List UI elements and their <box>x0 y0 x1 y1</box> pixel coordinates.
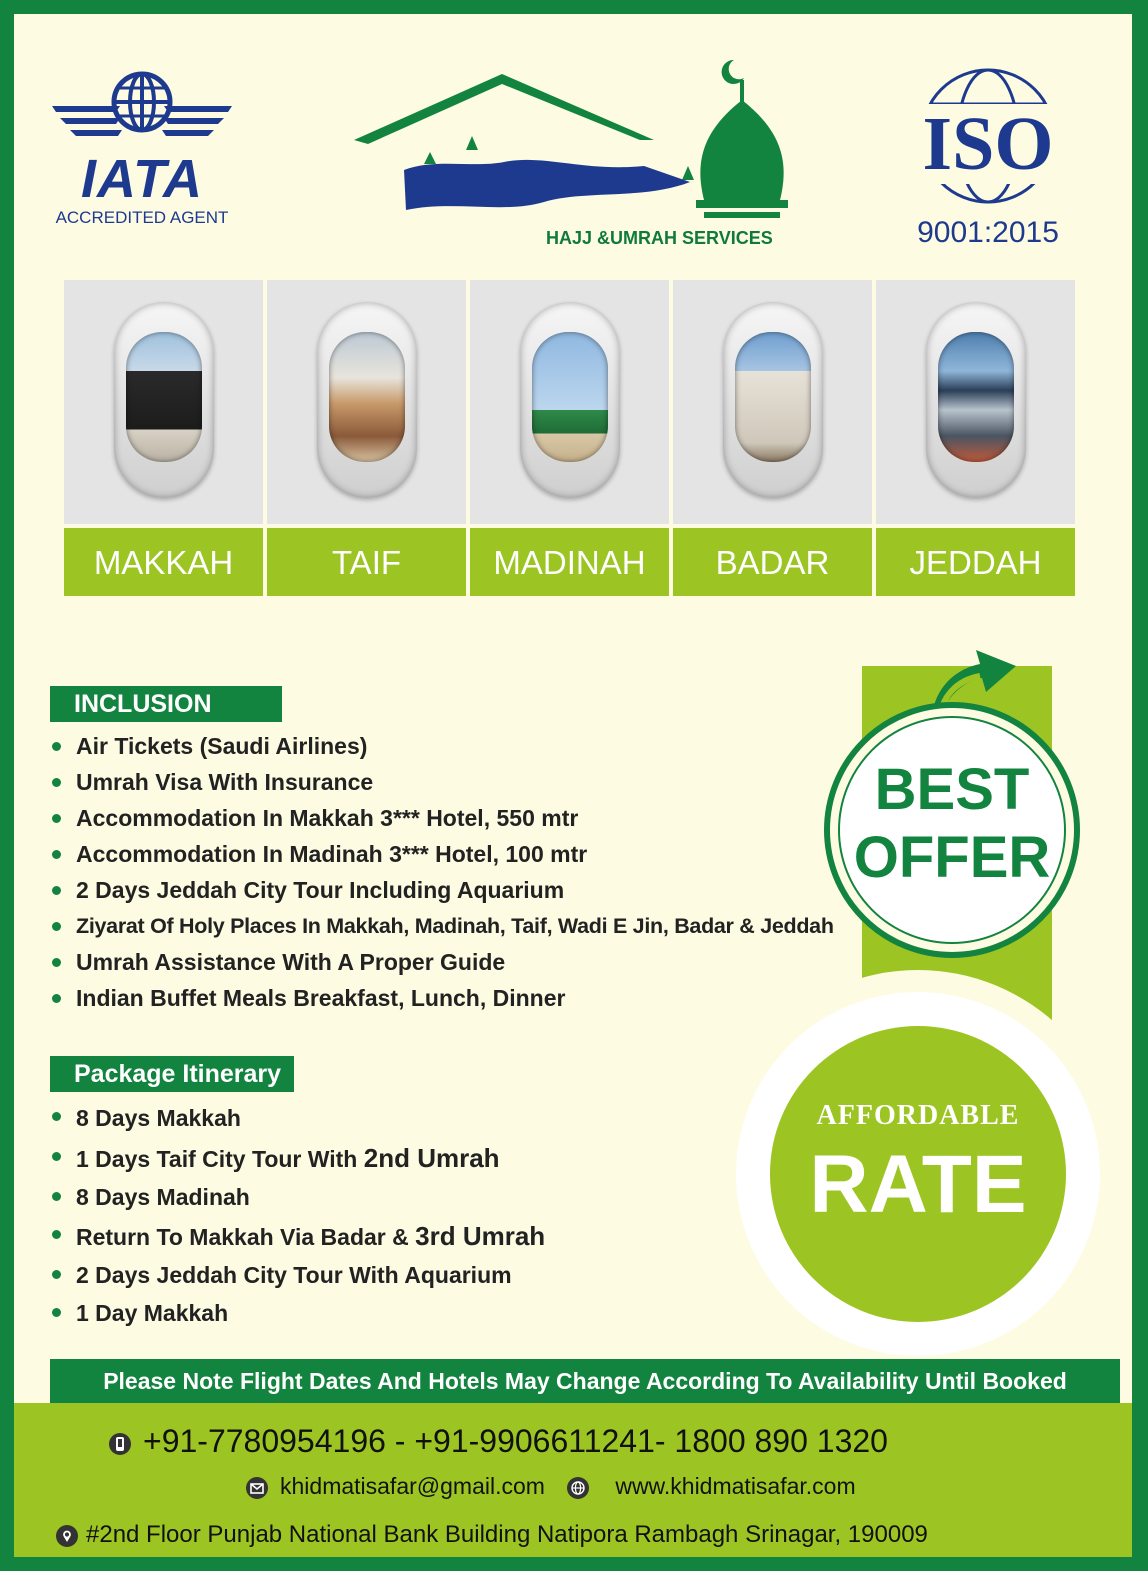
address-text: #2nd Floor Punjab National Bank Building Natipora Rambagh Srinagar, 190009 <box>86 1521 928 1548</box>
mosque-roof-dome-icon <box>344 40 804 260</box>
email-icon <box>246 1477 268 1499</box>
taif-building-photo <box>329 332 405 462</box>
affordable-rate-badge <box>714 970 1122 1378</box>
email-link[interactable]: khidmatisafar@gmail.com <box>280 1473 545 1499</box>
itinerary-list <box>50 1098 545 1332</box>
inclusion-heading: INCLUSION <box>50 686 282 722</box>
list-item: Return To Makkah Via Badar & 3rd Umrah <box>50 1216 545 1256</box>
iso-wordmark: ISO <box>908 104 1068 184</box>
flyer <box>14 14 1132 1557</box>
itinerary-heading: Package Itinerary <box>50 1056 294 1092</box>
address-row <box>56 1521 928 1549</box>
destination-strip <box>64 280 1076 600</box>
destination-madinah <box>470 280 669 600</box>
jeddah-corniche-photo <box>938 332 1014 462</box>
umrah-highlight: 3rd Umrah <box>415 1221 546 1251</box>
list-item: Umrah Visa With Insurance <box>50 764 834 800</box>
list-item: Accommodation In Madinah 3*** Hotel, 100 mtr <box>50 836 834 872</box>
iata-logo <box>42 58 242 248</box>
umrah-highlight: 2nd Umrah <box>363 1143 500 1173</box>
list-item: Umrah Assistance With A Proper Guide <box>50 944 834 980</box>
green-dome-photo <box>532 332 608 462</box>
airplane-window <box>520 302 620 498</box>
globe-icon <box>567 1477 589 1499</box>
rate-text: RATE <box>809 1139 1027 1230</box>
affordable-text: AFFORDABLE <box>816 1100 1020 1131</box>
phone-numbers[interactable]: +91-7780954196 - +91-9906611241- 1800 890 1320 <box>143 1423 888 1459</box>
list-item: Air Tickets (Saudi Airlines) <box>50 728 834 764</box>
best-offer-badge <box>824 702 1080 958</box>
destination-label: TAIF <box>267 528 466 596</box>
kaaba-photo <box>126 332 202 462</box>
iso-caption: 9001:2015 <box>917 216 1059 249</box>
iso-logo <box>898 66 1078 256</box>
airplane-window <box>723 302 823 498</box>
iata-globe-wings-icon <box>42 58 242 158</box>
airplane-window <box>114 302 214 498</box>
destination-jeddah <box>876 280 1075 600</box>
list-item: Indian Buffet Meals Breakfast, Lunch, Dinner <box>50 980 834 1016</box>
list-item: 8 Days Makkah <box>50 1098 545 1138</box>
destination-label: MADINAH <box>470 528 669 596</box>
list-item: Ziyarat Of Holy Places In Makkah, Madinah, Taif, Wadi E Jin, Badar & Jeddah <box>50 908 834 944</box>
iata-caption: ACCREDITED AGENT <box>55 208 229 227</box>
location-pin-icon <box>56 1525 78 1547</box>
destination-label: BADAR <box>673 528 872 596</box>
airplane-window <box>317 302 417 498</box>
availability-note: Please Note Flight Dates And Hotels May Change According To Availability Until Booked <box>50 1359 1120 1403</box>
iata-wordmark: IATA <box>81 149 203 209</box>
destination-badar <box>673 280 872 600</box>
badar-monument-photo <box>735 332 811 462</box>
list-item: 2 Days Jeddah City Tour Including Aquarium <box>50 872 834 908</box>
destination-taif <box>267 280 466 600</box>
phone-icon <box>109 1433 131 1455</box>
airplane-window <box>926 302 1026 498</box>
list-item: Accommodation In Makkah 3*** Hotel, 550 mtr <box>50 800 834 836</box>
inclusion-list <box>50 728 834 1016</box>
list-item: 1 Days Taif City Tour With 2nd Umrah <box>50 1138 545 1178</box>
brand-logo <box>344 40 804 260</box>
list-item: 1 Day Makkah <box>50 1294 545 1332</box>
destination-label: JEDDAH <box>876 528 1075 596</box>
destination-label: MAKKAH <box>64 528 263 596</box>
email-website-row <box>246 1473 856 1500</box>
best-offer-line2: OFFER <box>853 825 1051 890</box>
contact-footer <box>14 1403 1132 1557</box>
website-link[interactable]: www.khidmatisafar.com <box>615 1473 856 1499</box>
list-item: 2 Days Jeddah City Tour With Aquarium <box>50 1256 545 1294</box>
list-item: 8 Days Madinah <box>50 1178 545 1216</box>
best-offer-line1: BEST <box>874 757 1030 822</box>
brand-tagline: HAJJ &UMRAH SERVICES <box>546 228 773 248</box>
phone-row <box>109 1423 888 1460</box>
destination-makkah <box>64 280 263 600</box>
